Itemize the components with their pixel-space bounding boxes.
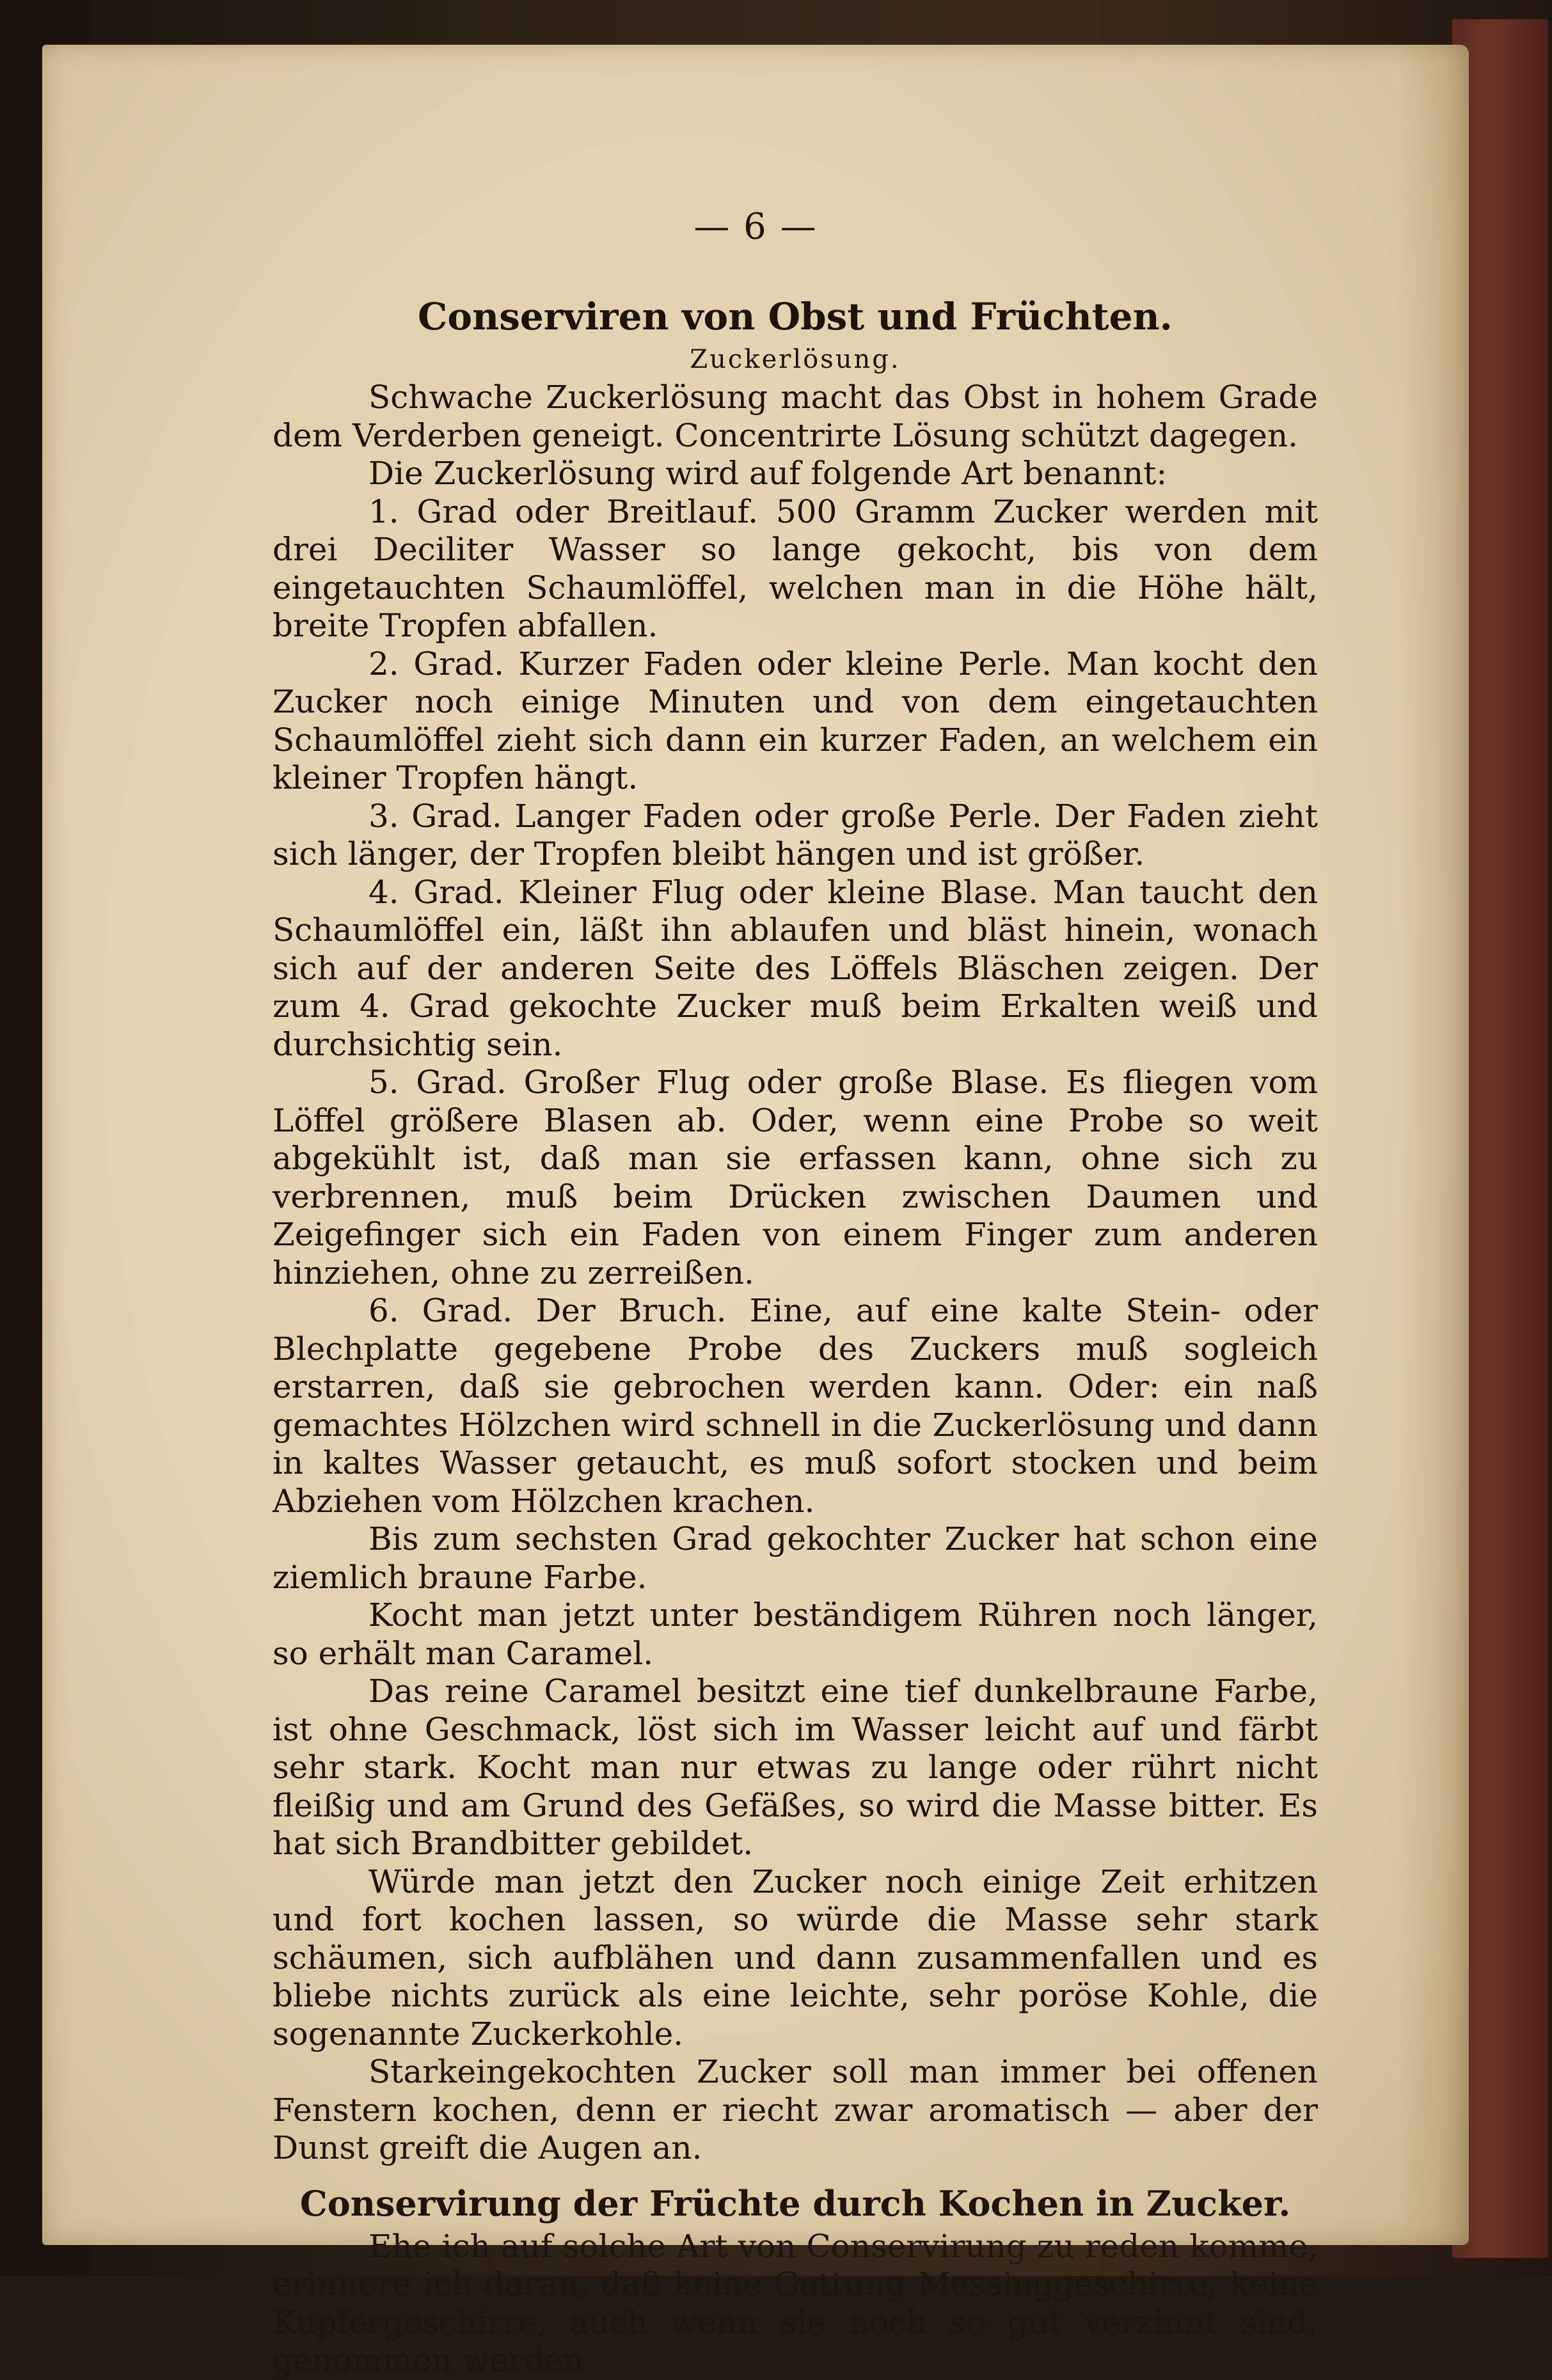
paragraph-grad-1: 1. Grad oder Breitlauf. 500 Gramm Zucker werden mit drei Deciliter Wasser so lange gekocht, bis von dem eingetauchten Schaumlöffel, welchen man in die Höhe hält, breite Tropfen abfallen. xyxy=(273,493,1318,644)
paragraph: Die Zuckerlösung wird auf folgende Art benannt: xyxy=(368,455,1168,492)
paragraph-grad-4: 4. Grad. Kleiner Flug oder kleine Blase. Man taucht den Schaumlöffel ein, läßt ihn ablaufen und bläst hinein, wonach sich auf der anderen Seite des Löffels Bläschen zeigen. Der zum 4. Grad gekochte Zucker muß beim Erkalten weiß und durchsichtig sein. xyxy=(273,873,1318,1063)
paragraph: Das reine Caramel besitzt eine tief dunkelbraune Farbe, ist ohne Geschmack, löst sich im Wasser leicht auf und färbt sehr stark. Kocht man nur etwas zu lange oder rührt nicht fleißig und am Grund des Gefäßes, so wird die Masse bitter. Es hat sich Brandbitter gebildet. xyxy=(273,1673,1318,1862)
page-number: — 6 — xyxy=(693,206,818,248)
paragraph: Würde man jetzt den Zucker noch einige Zeit erhitzen und fort kochen lassen, so würde die Masse sehr stark schäumen, sich aufblähen und dann zusammenfallen und es bliebe nichts zurück als eine leichte, sehr poröse Kohle, die sogenannte Zuckerkohle. xyxy=(273,1863,1318,2053)
section-title-conserviren: Conserviren von Obst und Früchten. xyxy=(418,295,1173,338)
paragraph: Ehe ich auf solche Art von Conservirung zu reden komme, erinnere ich daran, daß keine Gattung Messinggeschirre, keine Kupfergeschirre, auch wenn sie noch so gut verzinnt sind, genommen werden xyxy=(273,2227,1318,2379)
paragraph-grad-6: 6. Grad. Der Bruch. Eine, auf eine kalte Stein- oder Blechplatte gegebene Probe des Zuckers muß sogleich erstarren, daß sie gebrochen werden kann. Oder: ein naß gemachtes Hölzchen wird schnell in die Zuckerlösung und dann in kaltes Wasser getaucht, es muß sofort stocken und beim Abziehen vom Hölzchen krachen. xyxy=(273,1292,1318,1520)
paragraph-grad-3: 3. Grad. Langer Faden oder große Perle. Der Faden zieht sich länger, der Tropfen bleibt hängen und ist größer. xyxy=(273,797,1318,872)
section-subtitle-zuckerloesung: Zuckerlösung. xyxy=(690,345,901,374)
section-title-conservirung: Conservirung der Früchte durch Kochen in Zucker. xyxy=(299,2182,1291,2224)
paragraph: Starkeingekochten Zucker soll man immer bei offenen Fenstern kochen, denn er riecht zwar aromatisch — aber der Dunst greift die Augen an. xyxy=(273,2053,1318,2166)
page-body xyxy=(273,211,1318,2380)
paragraph-grad-2: 2. Grad. Kurzer Faden oder kleine Perle. Man kocht den Zucker noch einige Minuten und von dem eingetauchten Schaumlöffel zieht sich dann ein kurzer Faden, an welchem ein kleiner Tropfen hängt. xyxy=(273,645,1318,796)
paragraph: Schwache Zuckerlösung macht das Obst in hohem Grade dem Verderben geneigt. Concentrirte Lösung schützt dagegen. xyxy=(273,379,1318,454)
paragraph-grad-5: 5. Grad. Großer Flug oder große Blase. Es fliegen vom Löffel größere Blasen ab. Oder, wenn eine Probe so weit abgekühlt ist, daß man sie erfassen kann, ohne sich zu verbrennen, muß beim Drücken zwischen Daumen und Zeigefinger sich ein Faden von einem Finger zum anderen hinziehen, ohne zu zerreißen. xyxy=(273,1064,1318,1291)
paragraph: Bis zum sechsten Grad gekochter Zucker hat schon eine ziemlich braune Farbe. xyxy=(273,1520,1318,1596)
paragraph: Kocht man jetzt unter beständigem Rühren noch länger, so erhält man Caramel. xyxy=(273,1596,1318,1672)
